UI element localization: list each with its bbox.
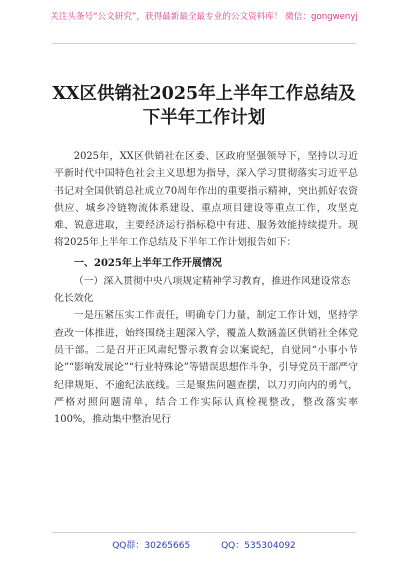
footer-qq-group: QQ群：30265665 — [112, 541, 191, 551]
intro-paragraph: 2025年，XX区供销社在区委、区政府坚强领导下，坚持以习近平新时代中国特色社会主义思想为指导，深入学习贯彻落实习近平总书记对全国供销总社成立70周年作出的重要指示精神，突出抓好农资供应、城乡冷链物流体系建设、重点项目建设等重点工作，攻坚克难、锐意进取，主要经济运行指标稳中有进、服务效能持续提升。现将2025年上半年工作总结及下半年工作计划报告如下： — [54, 151, 358, 249]
subsection-heading: （一）深入贯彻中央八项规定精神学习教育，推进作风建设常态化长效化 — [54, 275, 351, 305]
header-banner: 关注头条号“公文研究”，获得最新最全最专业的公文资料库！ 微信：gongwenyj — [50, 12, 358, 22]
title-line-1: XX区供销社2025年上半年工作总结及 — [52, 84, 356, 104]
header-divider — [52, 43, 356, 44]
footer-qq: QQ：535304092 — [221, 541, 296, 551]
footer-divider — [52, 532, 356, 533]
document-title — [40, 82, 368, 130]
section-heading: 一、2025年上半年工作开展情况 — [74, 257, 222, 269]
document-body — [54, 148, 358, 428]
title-line-2: 下半年工作计划 — [142, 108, 266, 128]
body-paragraph: 一是压紧压实工作责任，明确专门力量，制定工作计划，坚持学查改一体推进，始终围绕主题深入学，覆盖人数涵盖区供销社全体党员干部。二是召开正风肃纪警示教育会以案说纪，自觉同“小事小节论”“影响发展论”“行业特殊论”等错误思想作斗争，引导党员干部严守纪律规矩、不逾纪法底线。三是聚焦问题查摆，以刀刃向内的勇气，严格对照问题清单，结合工作实际认真检视整改，整改落实率100%，推动集中整治见行 — [54, 310, 358, 426]
footer — [0, 538, 408, 551]
